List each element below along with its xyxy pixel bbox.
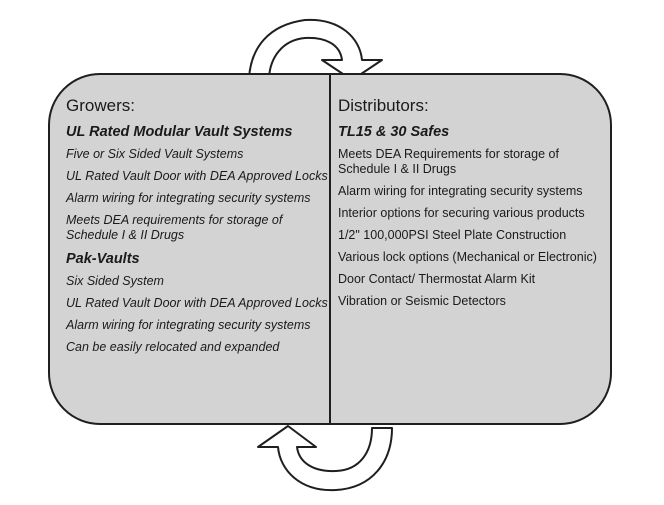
distributors-column (338, 96, 600, 316)
list-item: Six Sided System (66, 274, 164, 288)
distributors-heading: Distributors: (338, 96, 429, 115)
growers-column (66, 96, 328, 362)
top-curved-arrow (249, 20, 382, 80)
list-item: Vibration or Seismic Detectors (338, 294, 506, 308)
list-item: Alarm wiring for integrating security systems (66, 191, 311, 205)
section-title: Pak-Vaults (66, 251, 140, 267)
list-item: Meets DEA requirements for storage of Schedule I & II Drugs (66, 213, 283, 242)
growers-section-pak-vaults (66, 250, 328, 355)
list-item: 1/2" 100,000PSI Steel Plate Construction (338, 228, 567, 242)
list-item: Various lock options (Mechanical or Electronic) (338, 250, 597, 264)
list-item: Five or Six Sided Vault Systems (66, 147, 244, 161)
section-title: UL Rated Modular Vault Systems (66, 124, 293, 140)
list-item: Alarm wiring for integrating security systems (338, 184, 583, 198)
growers-section-vault-systems (66, 123, 328, 243)
list-item: Alarm wiring for integrating security systems (66, 318, 311, 332)
list-item: Can be easily relocated and expanded (66, 340, 280, 354)
list-item: Door Contact/ Thermostat Alarm Kit (338, 272, 536, 286)
list-item: UL Rated Vault Door with DEA Approved Locks (66, 296, 328, 310)
distributors-section-safes (338, 123, 600, 309)
list-item: Meets DEA Requirements for storage of Schedule I & II Drugs (338, 147, 559, 176)
section-title: TL15 & 30 Safes (338, 124, 450, 140)
list-item: Interior options for securing various products (338, 206, 585, 220)
growers-heading: Growers: (66, 96, 135, 115)
list-item: UL Rated Vault Door with DEA Approved Locks (66, 169, 328, 183)
bottom-curved-arrow (258, 426, 392, 490)
column-divider (329, 73, 331, 425)
